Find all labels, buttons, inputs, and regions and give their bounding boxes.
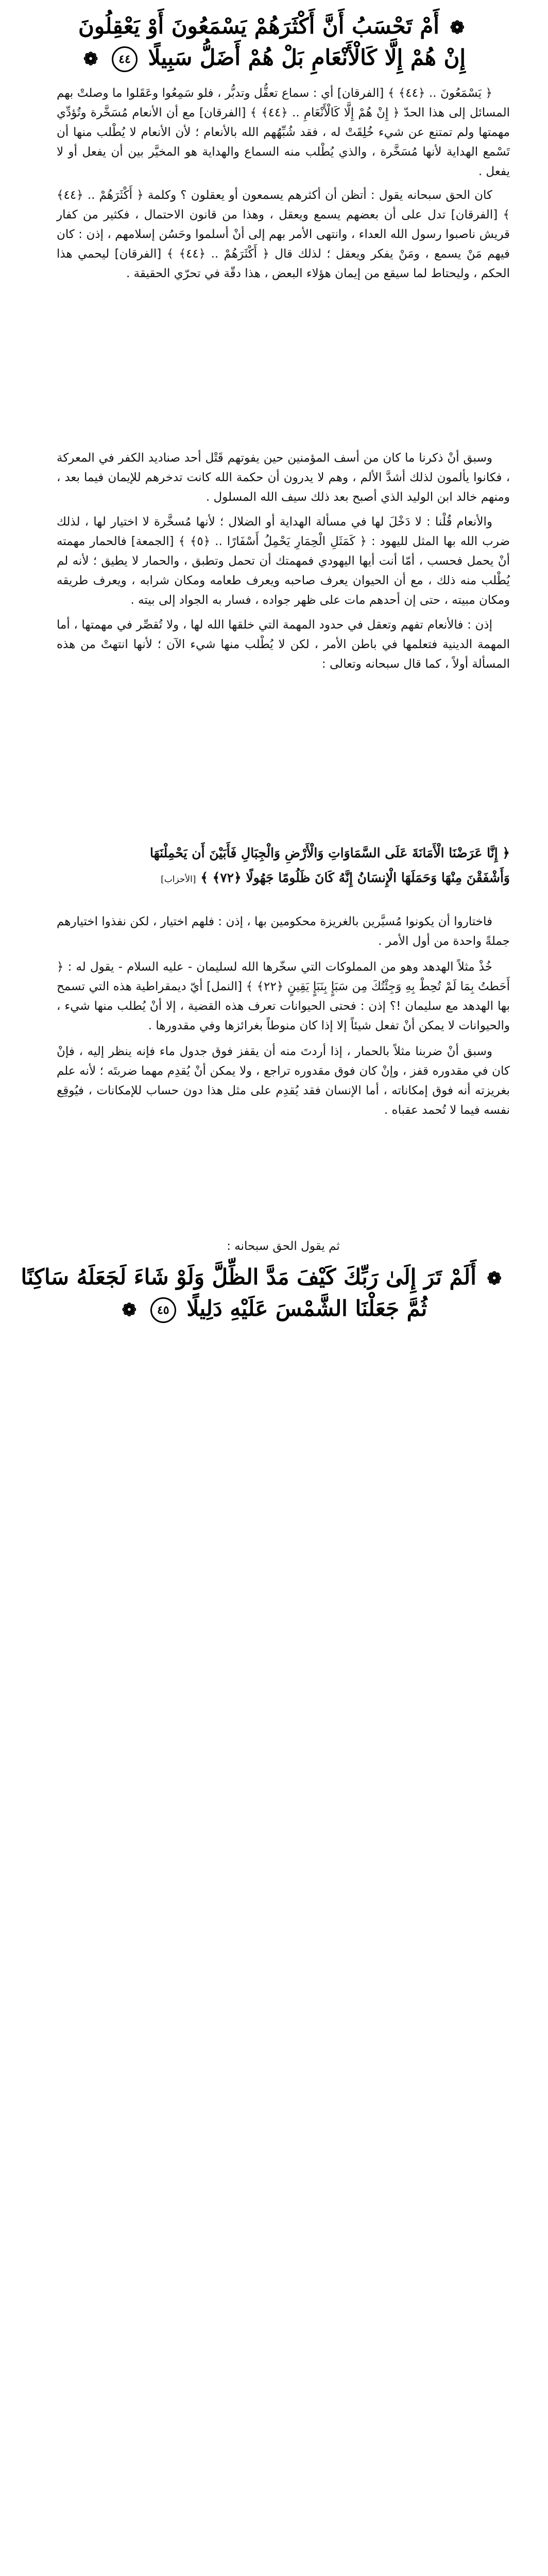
surah-reference: [الأحزاب]	[161, 874, 196, 885]
top-verse-line-1: ❁ أَمْ تَحْسَبُ أَنَّ أَكْثَرَهُمْ يَسْمَعُونَ أَوْ يَعْقِلُونَ	[78, 13, 465, 39]
bottom-verse-line-2: ثُمَّ جَعَلْنَا الشَّمْسَ عَلَيْهِ دَلِيلًا ٤٥ ❁	[41, 1294, 505, 1325]
ornament-flower-icon: ❁	[450, 18, 465, 38]
top-verse-block	[41, 11, 505, 74]
paragraph: خُذْ مثلاً الهدهد وهو من المملوكات التي سخّرها الله لسليمان - عليه السلام - يقول له : ﴿ أَحَطتُ بِمَا لَمْ تُحِطْ بِهِ وَجِئْتُكَ مِن سَبَإٍ بِنَبَإٍ يَقِينٍ ﴿٢٢﴾ ﴾ [النمل] أيّ ديمقراطية هذه التي تسمح بها الهدهد مع سليمان !؟ إذن : فحتى الحيوانات تعرف هذه القضية ، إلا أنْ يُطلب منها شيء ، والحيوانات لا يمكن أنْ تفعل شيئاً إلا إذا كان منوطاً بغرائزها وفي مقدورها .	[57, 960, 510, 1032]
ayah-number-marker: ٤٥	[150, 1297, 176, 1323]
ahzab-verse-block	[57, 840, 510, 893]
bottom-verse-line-1: ❁ أَلَمْ تَرَ إِلَىٰ رَبِّكَ كَيْفَ مَدَّ الظِّلَّ وَلَوْ شَاءَ لَجَعَلَهُ سَاكِنًا	[21, 1264, 502, 1290]
prose-section-1	[57, 83, 510, 286]
closing-intro: ثم يقول الحق سبحانه :	[227, 1240, 340, 1253]
paragraph: فاختاروا أن يكونوا مُسيَّرين بالغريزة محكومين بها ، إذن : فلهم اختيار ، لكن نفذوا اختيارهم جملةً واحدة من أول الأمر .	[57, 915, 510, 948]
ornament-flower-icon: ❁	[122, 1300, 137, 1320]
paragraph: والأنعام قُلْنا : لا دَخْلَ لها في مسألة الهداية أو الضلال ؛ لأنها مُسخَّرة لا اختيار لها ، لذلك ضرب الله بها المثل لليهود : ﴿ كَمَثَلِ الْحِمَارِ يَحْمِلُ أَسْفَارًا .. ﴿٥﴾ ﴾ [الجمعة] فالحمار مهمته أنْ يحمل فحسب ، أمّا أنت أيها اليهودي فمهمتك أن تحمل وتطبق ، والحمار لا يطيق ؛ لأنه لم يُطْلب منه ذلك ، مع أن الحيوان يعرف صاحبه ويعرف طعامه ومكان شرابه ، ويعرف طريقه ومكان مبيته ، حتى إن أحدهم مات على ظهر جواده ، فسار به الجواد إلى بيته .	[57, 515, 510, 607]
paragraph: وسبق أنْ ضربنا مثلاً بالحمار ، إذا أردتَ منه أن يقفز فوق جدول ماء فإنه ينظر إليه ، فإنْ كان في مقدوره قفز ، وإنْ كان فوق مقدوره تراجع ، ولا يمكن أنْ يُقدِم مهما ضربتَه ؛ لأنه علم بغريزته أنه فوق إمكاناته ، أما الإنسان فقد يُقدِم على مثل هذا دون حساب للإمكانات ، فيُوقِع نفسه فيما لا تُحمد عقباه .	[57, 1045, 510, 1117]
ayah-number-marker: ٤٤	[112, 46, 138, 72]
prose-section-3	[57, 912, 510, 1123]
ornament-flower-icon: ❁	[83, 49, 98, 70]
ahzab-verse-line-2: وَأَشْفَقْنَ مِنْهَا وَحَمَلَهَا الْإِنسَانُ إِنَّهُ كَانَ ظَلُومًا جَهُولًا ﴿٧٢﴾ ﴾ [الأحزاب]	[161, 870, 510, 885]
paragraph: كان الحق سبحانه يقول : أتظن أن أكثرهم يسمعون أو يعقلون ؟ وكلمة ﴿ أَكْثَرَهُمْ .. ﴿٤٤﴾ ﴾ [الفرقان] تدل على أن بعضهم يسمع ويعقل ، وهذا من قانون الاحتمال ، فكثير من كفار قريش ناصبوا رسول الله العداء ، وانتهى الأمر بهم إلى أنْ أسلموا وحَسُن إسلامهم ، إذن : كان فيهم مَنْ يسمع ، ومَنْ يفكر ويعقل ؛ لذلك قال ﴿ أَكْثَرَهُمْ .. ﴿٤٤﴾ ﴾ [الفرقان] ليحمي هذا الحكم ، وليحتاط لما سيقع من إيمان هؤلاء البعض ، هذا دقّة في تحرّي الحقيقة .	[57, 189, 510, 280]
ahzab-verse-line-1: ﴿ إِنَّا عَرَضْنَا الْأَمَانَةَ عَلَى السَّمَاوَاتِ وَالْأَرْضِ وَالْجِبَالِ فَأَبَيْنَ أَن يَحْمِلْنَهَا	[150, 845, 510, 860]
prose-section-2	[57, 448, 510, 677]
ornament-flower-icon: ❁	[487, 1268, 502, 1289]
bottom-verse-block	[21, 1262, 505, 1325]
paragraph: إذن : فالأنعام تفهم وتعقل في حدود المهمة التي خلقها الله لها ، ولا تُقصِّر في مهمتها ، أما المهمة الدينية فتعلمها في باطن الأمر ، لكن لا يُطْلب منها شيء الآن ؛ لأنها انتهتْ من هذه المسألة أولاً ، كما قال سبحانه وتعالى :	[57, 618, 510, 671]
top-verse-line-2: إِنْ هُمْ إِلَّا كَالْأَنْعَامِ بَلْ هُمْ أَضَلُّ سَبِيلًا ٤٤ ❁	[41, 43, 505, 74]
paragraph: ﴿ يَسْمَعُونَ .. ﴿٤٤﴾ ﴾ [الفرقان] أي : سماع تعقُّل وتدبُّر ، فلو سَمِعُوا وعَقَلوا ما وصلتْ بهم المسائل إلى هذا الحدّ ﴿ إِنْ هُمْ إِلَّا كَالْأَنْعَامِ .. ﴿٤٤﴾ ﴾ [الفرقان] مع أن الأنعام مُسَخَّرة وتُؤدِّي مهمتها ولم تمتنع عن شيء خُلِقَتْ له ، فقد شُبِّهُهم الله بالأنعام ؛ لأن الأنعام لا يُطْلب منها أن تَسْمع الهداية لأنها مُسَخَّرة ، والذي يُطْلب منه السماع والهداية هو المخيَّر بين أن يفعل أو لا يفعل .	[57, 87, 510, 178]
paragraph: وسبق أنْ ذكرنا ما كان من أسف المؤمنين حين يفوتهم قَتْل أحد صناديد الكفر في المعركة ، فكانوا يألمون لذلك أشدَّ الألم ، وهم لا يدرون أن حكمة الله كانت تدخرهم للإيمان فيما بعد ، ومنهم خالد ابن الوليد الذي أصبح بعد ذلك سيف الله المسلول .	[57, 451, 510, 504]
